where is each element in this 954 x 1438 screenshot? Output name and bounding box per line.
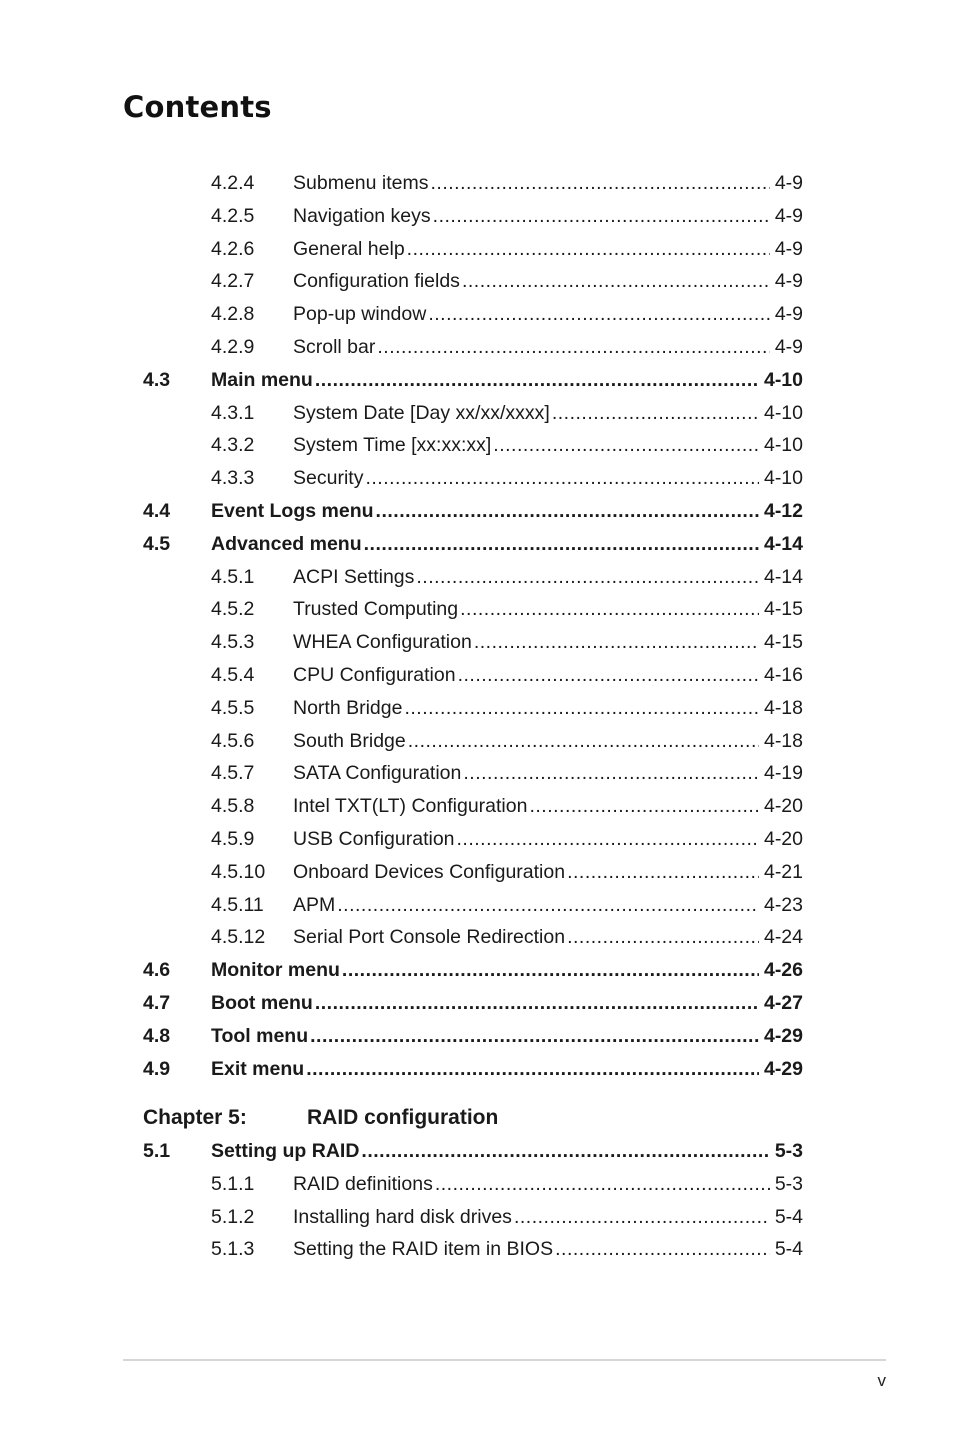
dot-leader bbox=[435, 1171, 770, 1197]
toc-entry-number: 4.5.12 bbox=[211, 926, 266, 949]
toc-entry[interactable] bbox=[0, 1236, 954, 1262]
toc-entry-number: 4.7 bbox=[143, 992, 171, 1014]
toc-entry-page: 5-3 bbox=[774, 1172, 803, 1195]
toc-entry-title: Onboard Devices Configuration bbox=[293, 860, 566, 883]
dot-leader bbox=[552, 400, 759, 426]
toc-entry-page: 4-10 bbox=[763, 368, 803, 391]
toc-entry-title: System Time [xx:xx:xx] bbox=[293, 434, 492, 457]
toc-entry-number: 4.5.10 bbox=[211, 860, 266, 883]
dot-leader bbox=[416, 564, 759, 590]
toc-entry-page: 4-16 bbox=[763, 664, 803, 686]
toc-entry-title: Scroll bar bbox=[293, 336, 376, 358]
toc-entry-number: 4.5.7 bbox=[211, 762, 255, 785]
toc-entry-title: System Date [Day xx/xx/xxxx] bbox=[293, 401, 550, 424]
toc-entry-number: 4.5.8 bbox=[211, 795, 255, 818]
toc-entry[interactable] bbox=[0, 236, 954, 262]
toc-entry-number: 4.2.7 bbox=[211, 270, 255, 293]
toc-entry[interactable] bbox=[0, 465, 954, 491]
dot-leader bbox=[529, 793, 759, 819]
toc-entry-page: 4-10 bbox=[763, 434, 803, 457]
toc-entry-number: 4.5 bbox=[143, 532, 171, 555]
toc-entry-page: 4-19 bbox=[763, 762, 803, 785]
toc-entry-title: South Bridge bbox=[293, 729, 406, 752]
toc-entry-page: 4-29 bbox=[763, 1024, 803, 1047]
toc-entry-page: 4-9 bbox=[774, 303, 803, 326]
page-title: Contents bbox=[123, 90, 272, 124]
toc-entry-page: 4-15 bbox=[763, 631, 803, 654]
toc-entry-page: 4-9 bbox=[774, 336, 803, 358]
toc-entry-page: 4-20 bbox=[763, 795, 803, 818]
dot-leader bbox=[463, 760, 759, 786]
dot-leader bbox=[462, 268, 770, 294]
toc-entry-page: 4-21 bbox=[763, 860, 803, 883]
toc-entry-number: 5.1.2 bbox=[211, 1205, 255, 1228]
dot-leader bbox=[365, 465, 759, 491]
dot-leader bbox=[407, 236, 770, 262]
toc-entry[interactable] bbox=[0, 859, 954, 885]
toc-entry[interactable] bbox=[0, 1138, 954, 1164]
toc-entry-number: 4.6 bbox=[143, 959, 171, 982]
toc-entry-number: 5.1 bbox=[143, 1140, 171, 1162]
dot-leader bbox=[460, 596, 759, 622]
dot-leader bbox=[404, 695, 759, 721]
toc-entry-number: 4.3.1 bbox=[211, 401, 255, 424]
toc-entry-title: Exit menu bbox=[211, 1057, 305, 1080]
toc-entry-number: 4.2.4 bbox=[211, 172, 255, 194]
toc-entry-number: 4.5.5 bbox=[211, 696, 255, 719]
toc-entry-number: 4.2.5 bbox=[211, 204, 255, 227]
toc-entry[interactable] bbox=[0, 826, 954, 852]
toc-entry[interactable] bbox=[0, 432, 954, 458]
toc-entry-page: 4-12 bbox=[763, 500, 803, 522]
toc-entry[interactable] bbox=[0, 531, 954, 557]
toc-entry[interactable] bbox=[0, 1204, 954, 1230]
toc-entry[interactable] bbox=[0, 596, 954, 622]
toc-entry[interactable] bbox=[0, 892, 954, 918]
footer-divider bbox=[123, 1359, 886, 1361]
dot-leader bbox=[458, 662, 759, 688]
toc-entry-title: Installing hard disk drives bbox=[293, 1205, 512, 1228]
dot-leader bbox=[428, 301, 769, 327]
toc-entry-number: 4.3.3 bbox=[211, 467, 255, 490]
toc-entry[interactable] bbox=[0, 203, 954, 229]
toc-entry-page: 4-24 bbox=[763, 926, 803, 949]
toc-entry[interactable] bbox=[0, 924, 954, 950]
dot-leader bbox=[567, 924, 759, 950]
toc-entry[interactable] bbox=[0, 662, 954, 688]
toc-entry[interactable] bbox=[0, 1171, 954, 1197]
toc-entry-number: 4.4 bbox=[143, 500, 171, 522]
toc-entry[interactable] bbox=[0, 760, 954, 786]
dot-leader bbox=[408, 728, 759, 754]
toc-entry-title: Pop-up window bbox=[293, 303, 427, 326]
toc-entry-page: 4-10 bbox=[763, 401, 803, 424]
toc-entry-number: 4.2.8 bbox=[211, 303, 255, 326]
dot-leader bbox=[514, 1204, 770, 1230]
chapter-title: RAID configuration bbox=[307, 1106, 499, 1129]
toc-entry-number: 4.9 bbox=[143, 1057, 171, 1080]
toc-entry[interactable] bbox=[0, 957, 954, 983]
chapter-title-wrap bbox=[307, 1103, 498, 1133]
chapter-heading bbox=[143, 1103, 247, 1133]
chapter-label: Chapter 5: bbox=[143, 1106, 247, 1129]
toc-entry-number: 4.5.3 bbox=[211, 631, 255, 654]
dot-leader bbox=[361, 1138, 769, 1164]
toc-entry-page: 4-14 bbox=[763, 565, 803, 588]
dot-leader bbox=[474, 629, 759, 655]
toc-entry-number: 4.8 bbox=[143, 1024, 171, 1047]
dot-leader bbox=[433, 203, 770, 229]
toc-entry-page: 5-4 bbox=[774, 1238, 803, 1261]
toc-entry-title: Navigation keys bbox=[293, 204, 431, 227]
toc-entry-title: Main menu bbox=[211, 368, 313, 391]
toc-entry-title: ACPI Settings bbox=[293, 565, 415, 588]
toc-entry[interactable] bbox=[0, 268, 954, 294]
toc-entry-number: 4.5.9 bbox=[211, 828, 255, 850]
toc-entry-title: Tool menu bbox=[211, 1024, 309, 1047]
toc-entry-page: 4-27 bbox=[763, 992, 803, 1014]
toc-entry[interactable] bbox=[0, 728, 954, 754]
toc-entry-number: 4.5.4 bbox=[211, 664, 255, 686]
toc-entry[interactable] bbox=[0, 498, 954, 524]
toc-entry-title: WHEA Configuration bbox=[293, 631, 472, 654]
toc-entry-title: APM bbox=[293, 893, 336, 916]
toc-entry-page: 4-23 bbox=[763, 893, 803, 916]
toc-entry[interactable] bbox=[0, 1056, 954, 1082]
toc-entry-title: Submenu items bbox=[293, 172, 429, 194]
toc-entry[interactable] bbox=[0, 334, 954, 360]
toc-entry-title: Setting up RAID bbox=[211, 1140, 360, 1162]
toc-entry[interactable] bbox=[0, 695, 954, 721]
toc-entry-number: 5.1.1 bbox=[211, 1172, 255, 1195]
toc-entry-title: Trusted Computing bbox=[293, 598, 459, 621]
toc-entry-page: 4-9 bbox=[774, 270, 803, 293]
dot-leader bbox=[567, 859, 759, 885]
toc-entry-number: 4.5.11 bbox=[211, 893, 264, 916]
toc-entry-page: 4-26 bbox=[763, 959, 803, 982]
dot-leader bbox=[337, 892, 759, 918]
toc-entry-page: 4-9 bbox=[774, 204, 803, 227]
toc-entry-title: Event Logs menu bbox=[211, 500, 374, 522]
toc-entry-number: 4.5.1 bbox=[211, 565, 255, 588]
toc-entry-title: Intel TXT(LT) Configuration bbox=[293, 795, 528, 818]
dot-leader bbox=[315, 367, 759, 393]
toc-entry-title: CPU Configuration bbox=[293, 664, 456, 686]
toc-entry-title: Monitor menu bbox=[211, 959, 340, 982]
toc-entry-page: 4-18 bbox=[763, 729, 803, 752]
toc-entry[interactable] bbox=[0, 1023, 954, 1049]
toc-entry-title: Advanced menu bbox=[211, 532, 362, 555]
toc-entry[interactable] bbox=[0, 170, 954, 196]
toc-entry-page: 5-3 bbox=[774, 1140, 803, 1162]
toc-entry-title: RAID definitions bbox=[293, 1172, 433, 1195]
toc-entry-page: 4-10 bbox=[763, 467, 803, 490]
toc-entry[interactable] bbox=[0, 301, 954, 327]
toc-entry-number: 4.3 bbox=[143, 368, 171, 391]
dot-leader bbox=[430, 170, 769, 196]
toc-entry-title: Serial Port Console Redirection bbox=[293, 926, 566, 949]
toc-entry-number: 4.3.2 bbox=[211, 434, 255, 457]
dot-leader bbox=[376, 498, 759, 524]
toc-entry[interactable] bbox=[0, 793, 954, 819]
dot-leader bbox=[315, 990, 759, 1016]
dot-leader bbox=[342, 957, 759, 983]
toc-entry-title: North Bridge bbox=[293, 696, 403, 719]
toc-entry[interactable] bbox=[0, 367, 954, 393]
toc-entry-title: USB Configuration bbox=[293, 828, 455, 850]
toc-entry[interactable] bbox=[0, 564, 954, 590]
toc-entry-title: Setting the RAID item in BIOS bbox=[293, 1238, 554, 1261]
toc-entry[interactable] bbox=[0, 990, 954, 1016]
toc-entry-page: 4-18 bbox=[763, 696, 803, 719]
dot-leader bbox=[555, 1236, 770, 1262]
toc-entry-page: 4-20 bbox=[763, 828, 803, 850]
toc-entry-page: 4-9 bbox=[774, 172, 803, 194]
toc-entry-page: 4-9 bbox=[774, 237, 803, 260]
toc-entry-title: General help bbox=[293, 237, 405, 260]
dot-leader bbox=[377, 334, 769, 360]
footer-page-number: v bbox=[877, 1371, 886, 1390]
toc-entry-title: Configuration fields bbox=[293, 270, 460, 293]
toc-entry-number: 4.2.9 bbox=[211, 336, 255, 358]
dot-leader bbox=[306, 1056, 759, 1082]
toc-entry[interactable] bbox=[0, 400, 954, 426]
toc-entry-page: 4-14 bbox=[763, 532, 803, 555]
toc-entry[interactable] bbox=[0, 629, 954, 655]
dot-leader bbox=[493, 432, 759, 458]
dot-leader bbox=[364, 531, 759, 557]
dot-leader bbox=[310, 1023, 759, 1049]
toc-entry-page: 5-4 bbox=[774, 1205, 803, 1228]
toc-entry-page: 4-29 bbox=[763, 1057, 803, 1080]
toc-entry-title: Boot menu bbox=[211, 992, 313, 1014]
toc-entry-title: SATA Configuration bbox=[293, 762, 462, 785]
toc-entry-title: Security bbox=[293, 467, 364, 490]
toc-entry-page: 4-15 bbox=[763, 598, 803, 621]
toc-entry-number: 4.5.2 bbox=[211, 598, 255, 621]
toc-entry-number: 5.1.3 bbox=[211, 1238, 255, 1261]
dot-leader bbox=[457, 826, 759, 852]
toc-entry-number: 4.2.6 bbox=[211, 237, 255, 260]
toc-entry-number: 4.5.6 bbox=[211, 729, 255, 752]
